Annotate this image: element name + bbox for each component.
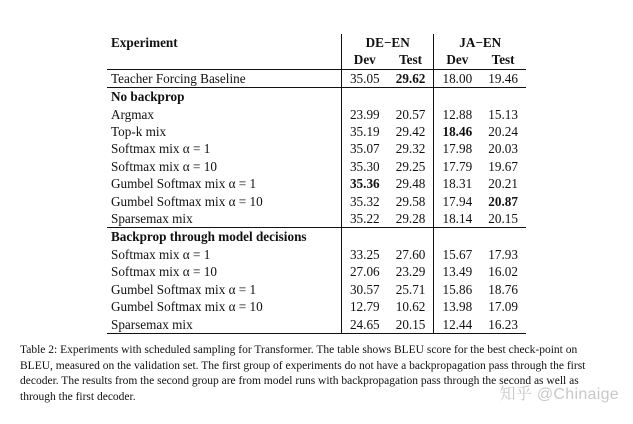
table-row bbox=[107, 140, 526, 157]
section-title-spacer bbox=[388, 88, 434, 106]
row-label: Gumbel Softmax mix α = 1 bbox=[111, 281, 257, 297]
section-title-spacer bbox=[341, 228, 387, 246]
cell-de-test: 20.15 bbox=[388, 316, 434, 334]
cell-de-dev: 35.22 bbox=[341, 210, 387, 228]
cell-ja-test: 20.03 bbox=[488, 141, 518, 157]
section-title-spacer bbox=[388, 228, 434, 246]
row-label: Gumbel Softmax mix α = 10 bbox=[111, 299, 263, 315]
row-label: Softmax mix α = 1 bbox=[111, 246, 211, 262]
cell-de-dev: 27.06 bbox=[341, 263, 387, 280]
cell-ja-dev: 18.31 bbox=[434, 175, 480, 192]
section-title-spacer bbox=[434, 228, 480, 246]
header-de-en: DE−EN bbox=[341, 34, 434, 51]
section-title-spacer bbox=[341, 88, 387, 106]
cell-de-dev: 23.99 bbox=[341, 106, 387, 123]
baseline-row bbox=[107, 69, 526, 87]
cell-de-dev: 33.25 bbox=[341, 246, 387, 263]
section-title-row bbox=[107, 228, 526, 246]
table-row bbox=[107, 106, 526, 123]
cell-de-test: 29.42 bbox=[395, 124, 426, 140]
header-ja-test: Test bbox=[491, 52, 515, 68]
table-row bbox=[107, 281, 526, 298]
header-de-dev: Dev bbox=[341, 51, 387, 69]
row-label: Softmax mix α = 10 bbox=[111, 158, 217, 174]
section-title: No backprop bbox=[107, 88, 341, 106]
table-row bbox=[107, 123, 526, 140]
cell-de-dev: 35.30 bbox=[341, 158, 387, 175]
cell-ja-test: 19.46 bbox=[480, 69, 526, 87]
cell-ja-test: 20.21 bbox=[488, 176, 518, 192]
cell-ja-dev: 18.00 bbox=[434, 69, 480, 87]
cell-de-test: 29.25 bbox=[395, 158, 426, 174]
cell-de-test: 27.60 bbox=[395, 246, 426, 262]
cell-de-test: 29.62 bbox=[388, 69, 434, 87]
cell-de-test: 29.48 bbox=[395, 176, 426, 192]
cell-ja-dev: 17.79 bbox=[434, 158, 480, 175]
table-row bbox=[107, 246, 526, 263]
cell-de-test: 20.57 bbox=[395, 106, 426, 122]
row-label: Softmax mix α = 10 bbox=[111, 264, 217, 280]
table-row bbox=[107, 316, 526, 334]
cell-ja-test: 19.67 bbox=[488, 158, 518, 174]
table-row bbox=[107, 298, 526, 315]
row-label: Top-k mix bbox=[111, 124, 167, 140]
cell-de-dev: 35.19 bbox=[341, 123, 387, 140]
section-title-spacer bbox=[480, 228, 526, 246]
cell-ja-dev: 12.88 bbox=[434, 106, 480, 123]
cell-ja-test: 20.87 bbox=[488, 193, 518, 209]
cell-ja-test: 18.76 bbox=[488, 281, 518, 297]
results-table bbox=[107, 34, 526, 334]
results-table-body bbox=[107, 34, 526, 333]
cell-ja-test: 15.13 bbox=[488, 106, 518, 122]
section-title-spacer bbox=[434, 88, 480, 106]
cell-de-test: 29.32 bbox=[395, 141, 426, 157]
cell-de-test: 23.29 bbox=[395, 264, 426, 280]
table-row bbox=[107, 210, 526, 228]
cell-de-test: 10.62 bbox=[395, 299, 426, 315]
table-caption: Table 2: Experiments with scheduled sampling for Transformer. The table shows BLEU score for the best check-point on BLEU, measured on the validation set. The first group of experiments do not have a backpropagation pass through the first decoder. The results from the second group are from model runs with backpropagation pass through the second as well as through the first decoder. bbox=[20, 344, 586, 403]
header-experiment: Experiment bbox=[111, 35, 178, 50]
section-title-row bbox=[107, 88, 526, 106]
header-ja-dev: Dev bbox=[434, 51, 480, 69]
cell-de-dev: 30.57 bbox=[341, 281, 387, 298]
section-title-spacer bbox=[480, 88, 526, 106]
results-table-container bbox=[107, 34, 526, 334]
row-label: Teacher Forcing Baseline bbox=[107, 69, 341, 87]
cell-ja-dev: 13.49 bbox=[434, 263, 480, 280]
row-label: Argmax bbox=[111, 106, 154, 122]
cell-de-dev: 35.36 bbox=[341, 175, 387, 192]
header-ja-en: JA−EN bbox=[434, 34, 526, 51]
cell-ja-dev: 12.44 bbox=[434, 316, 480, 334]
cell-de-dev: 12.79 bbox=[341, 298, 387, 315]
table-row bbox=[107, 263, 526, 280]
row-label: Sparsemax mix bbox=[107, 316, 341, 334]
cell-de-test: 29.58 bbox=[395, 193, 426, 209]
cell-de-dev: 35.07 bbox=[341, 140, 387, 157]
row-label: Gumbel Softmax mix α = 10 bbox=[111, 193, 263, 209]
section-title: Backprop through model decisions bbox=[107, 228, 341, 246]
cell-ja-dev: 15.86 bbox=[434, 281, 480, 298]
table-row bbox=[107, 158, 526, 175]
row-label: Softmax mix α = 1 bbox=[111, 141, 211, 157]
cell-ja-dev: 17.98 bbox=[434, 140, 480, 157]
cell-ja-test: 20.15 bbox=[488, 211, 518, 227]
cell-de-dev: 35.05 bbox=[341, 69, 387, 87]
cell-de-test: 25.71 bbox=[395, 281, 426, 297]
cell-de-test: 29.28 bbox=[395, 211, 426, 227]
cell-ja-dev: 17.94 bbox=[434, 193, 480, 210]
watermark: 知乎 @Chinaige bbox=[499, 386, 619, 403]
cell-ja-test: 20.24 bbox=[488, 124, 518, 140]
cell-ja-dev: 18.14 bbox=[434, 210, 480, 228]
header-de-test: Test bbox=[399, 52, 423, 68]
cell-ja-test: 17.93 bbox=[488, 246, 518, 262]
header-row-groups bbox=[107, 34, 526, 51]
cell-ja-test: 17.09 bbox=[488, 299, 518, 315]
cell-ja-test: 16.02 bbox=[488, 264, 518, 280]
cell-ja-dev: 18.46 bbox=[434, 123, 480, 140]
table-row bbox=[107, 175, 526, 192]
cell-ja-test: 16.23 bbox=[480, 316, 526, 334]
row-label: Sparsemax mix bbox=[111, 211, 193, 227]
cell-de-dev: 24.65 bbox=[341, 316, 387, 334]
cell-ja-dev: 13.98 bbox=[434, 298, 480, 315]
cell-de-dev: 35.32 bbox=[341, 193, 387, 210]
row-label: Gumbel Softmax mix α = 1 bbox=[111, 176, 257, 192]
cell-ja-dev: 15.67 bbox=[434, 246, 480, 263]
table-row bbox=[107, 193, 526, 210]
